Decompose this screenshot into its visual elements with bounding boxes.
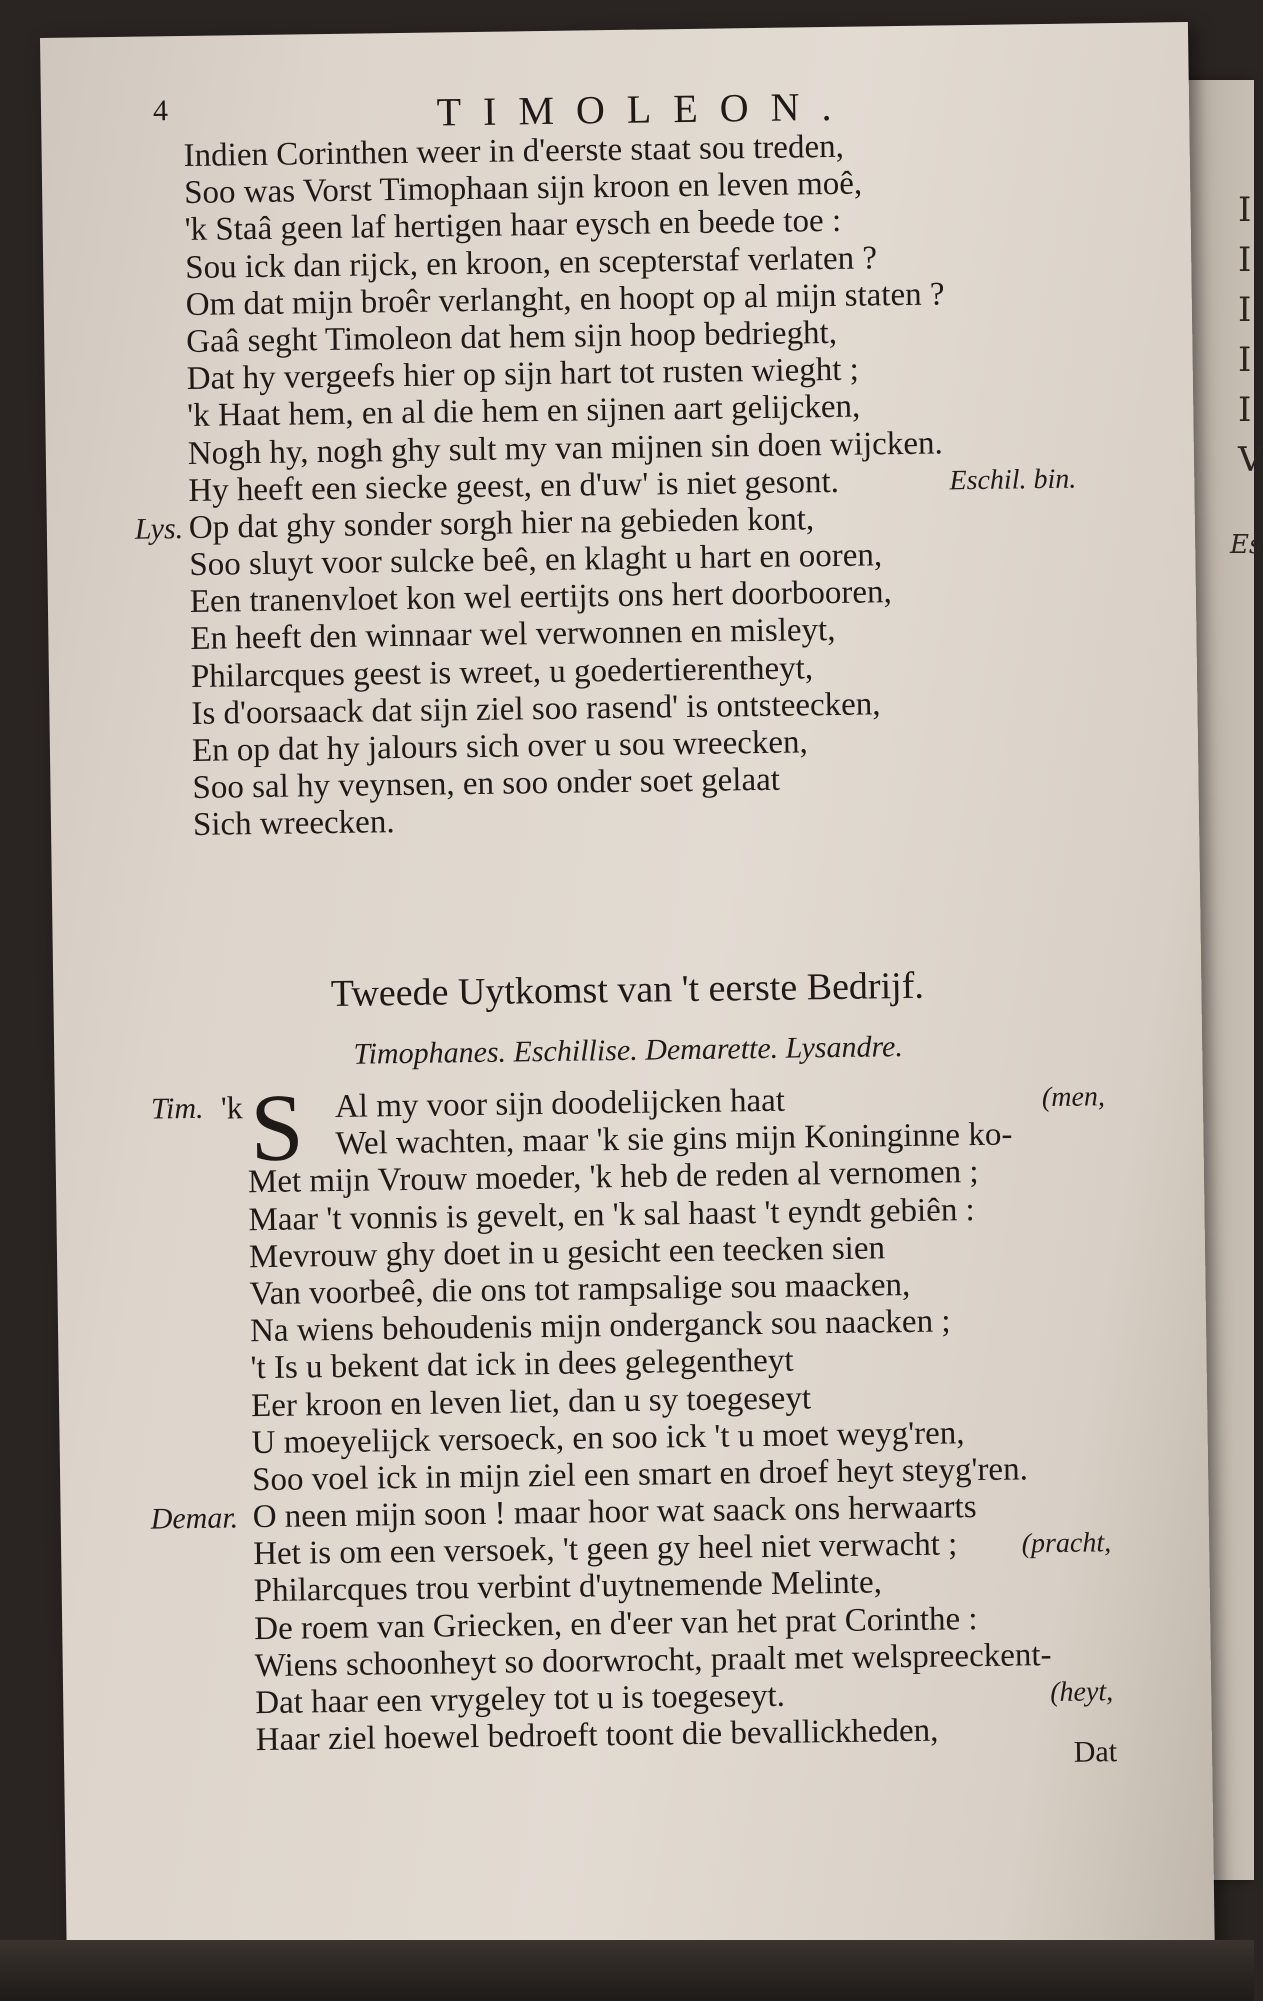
verse-text: Eer kroon en leven liet, dan u sy toegeseyt (250, 1379, 812, 1424)
verse-text: Het is om een versoek, 't geen gy heel niet verwacht ; (252, 1526, 958, 1573)
facing-page-letter: I (1238, 190, 1252, 230)
verse-text: Nogh hy, nogh ghy sult my van mijnen sin doen wijcken. (187, 424, 943, 472)
verse-text: Maar 't vonnis is gevelt, en 'k sal haast 't eyndt gebiên : (248, 1191, 975, 1238)
verse-text: Wel wachten, maar 'k sie gins mijn Koninginne ko- (335, 1116, 1013, 1163)
verse-text: Indien Corinthen weer in d'eerste staat sou treden, (183, 128, 845, 175)
facing-page-letter: I (1238, 240, 1252, 280)
verse-text: Mevrouw ghy doet in u gesicht een teecken sien (248, 1230, 886, 1275)
verse-block-top (134, 125, 1141, 845)
drop-cap: S (249, 1073, 305, 1182)
page-number: 4 (152, 94, 169, 128)
verse-text: O neen mijn soon ! maar hoor wat saack ons herwaarts (252, 1489, 977, 1536)
verse-text: Philarcques trou verbint d'uytnemende Melinte, (253, 1564, 883, 1610)
verse-text: Soo voel ick in mijn ziel een smart en droef heyt steyg'ren. (251, 1451, 1029, 1499)
verse-text: En op dat hy jalours sich over u sou wreecken, (191, 724, 809, 769)
verse-text: Soo was Vorst Timophaan sijn kroon en leven moê, (183, 165, 863, 212)
verse-text: Dat hy vergeefs hier op sijn hart tot rusten wieght ; (186, 351, 860, 398)
verse-text: Dat haar een vrygeley tot u is toegeseyt. (255, 1677, 786, 1722)
verse-text: Al my voor sijn doodelijcken haat (334, 1082, 786, 1125)
verse-text: 't Is u bekent dat ick in dees gelegentheyt (250, 1342, 794, 1387)
scene-speaker: Tim. (150, 1091, 204, 1126)
desk-surface (0, 1940, 1254, 2001)
verse-text: Wiens schoonheyt so doorwrocht, praalt met welspreeckent- (254, 1636, 1052, 1684)
speaker-label: Demar. (150, 1501, 239, 1536)
scene-prefix: 'k (220, 1089, 243, 1126)
verse-text: U moeyelijck versoeck, en soo ick 't u moet weyg'ren, (251, 1414, 965, 1461)
verse-text: Is d'oorsaack dat sijn ziel soo rasend' is ontsteecken, (191, 686, 881, 732)
book-page (40, 22, 1215, 1988)
verse-text: Met mijn Vrouw moeder, 'k heb de reden al vernomen ; (247, 1154, 979, 1201)
verse-text: Een tranenvloet kon wel eertijts ons hert doorbooren, (189, 574, 893, 621)
speaker-label: Lys. (134, 511, 184, 546)
facing-page-letter: I (1238, 290, 1252, 330)
facing-page-letter: I (1238, 390, 1252, 430)
margin-note: (pracht, (1021, 1527, 1112, 1560)
verse-text: Na wiens behoudenis mijn onderganck sou naacken ; (249, 1303, 951, 1350)
verse-text: En heeft den winnaar wel verwonnen en misleyt, (190, 612, 836, 658)
verse-text: Soo sal hy veynsen, en soo onder soet gelaat (192, 761, 781, 807)
facing-page-letter: I (1238, 340, 1252, 380)
verse-text: Van voorbeê, die ons tot rampsalige sou maacken, (249, 1266, 911, 1313)
verse-text: Hy heeft een siecke geest, en d'uw' is niet gesont. (188, 463, 840, 509)
margin-note: (heyt, (1050, 1676, 1114, 1709)
catchword: Dat (1073, 1735, 1118, 1769)
cast-list: Timophanes. Eschillise. Demarette. Lysandre. (353, 1030, 904, 1071)
verse-text: 'k Haat hem, en al die hem en sijnen aart gelijcken, (187, 388, 861, 435)
verse-text: Om dat mijn broêr verlanght, en hoopt op al mijn staten ? (185, 276, 945, 323)
margin-note: Eschil. bin. (949, 463, 1077, 497)
running-head: TIMOLEON. (436, 83, 854, 135)
verse-text: 'k Staâ geen laf hertigen haar eysch en beede toe : (184, 203, 842, 249)
margin-note: (men, (1041, 1081, 1106, 1114)
facing-page-letter: V (1238, 440, 1263, 480)
verse-text: Haar ziel hoewel bedroeft toont die bevallickheden, (255, 1712, 939, 1759)
verse-text: Op dat ghy sonder sorgh hier na gebieden kont, (188, 501, 815, 546)
verse-text: De roem van Griecken, en d'eer van het prat Corinthe : (253, 1600, 978, 1647)
verse-text: Philarcques geest is wreet, u goedertierentheyt, (190, 649, 814, 695)
verse-text: Soo sluyt voor sulcke beê, en klaght u hart en ooren, (189, 537, 883, 584)
verse-text: Gaâ seght Timoleon dat hem sijn hoop bedrieght, (186, 314, 838, 360)
verse-text: Sou ick dan rijck, en kroon, en scepterstaf verlaten ? (184, 239, 878, 286)
verse-text: Sich wreecken. (192, 804, 395, 844)
scene-title: Tweede Uytkomst van 't eerste Bedrijf. (330, 964, 925, 1016)
facing-page-letter: Es (1230, 530, 1263, 560)
